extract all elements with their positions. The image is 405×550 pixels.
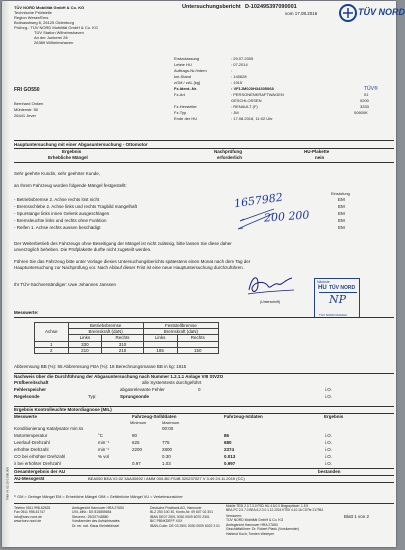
au-row-0-max: 00:00	[162, 426, 174, 431]
brake-service-head: Betriebsbremse	[68, 323, 143, 329]
report-title: Untersuchungsbericht	[182, 4, 241, 10]
signature-image	[246, 272, 296, 298]
brake-links-2: Links	[143, 335, 177, 341]
sender-dept: Technische Prüfstelle	[14, 10, 52, 15]
au-gesamt-value: bestanden	[318, 469, 341, 474]
vi-label-4: zGM / zAL [kg]	[174, 80, 201, 85]
au-title: Nachweis über die Durchführung der Abgasuntersuchung nach Nummer 1.2.1.1 Anlage VIII StVZO	[14, 374, 224, 379]
report-number: D-102495397090001	[245, 4, 297, 10]
vi-code-8: 3333	[360, 104, 369, 109]
au-device-value: BEA050 BEA V2.02 3AA30692 / AMM 000-B0.FS4B 320237027 V 3.49 24.11.2015 (CC)	[88, 476, 245, 481]
plakette-head: HU-Plakette	[304, 149, 330, 154]
au-row-5-min: 0.97	[132, 461, 141, 466]
vi-value-5: : VF1JM0J0H34305068	[231, 86, 274, 91]
vi-value-2: :	[231, 68, 233, 73]
au-row-1-min: 80	[132, 433, 138, 438]
au-row-4-ist: 0.013	[224, 454, 236, 459]
sender-station: TÜV Station Wilhelmshaven	[34, 30, 84, 35]
report-date: vom 17.08.2016	[285, 11, 318, 16]
stamp-footer: TÜV NORD Mobilität	[319, 313, 347, 317]
stamp-brand: TÜV NORD	[329, 285, 356, 291]
au-row-3-min: 2200	[132, 447, 143, 452]
au-row-5-ist: 0.997	[224, 461, 236, 466]
brake-table	[34, 322, 219, 354]
sender-street: An der Junkerei 28	[34, 35, 68, 40]
au-row-2-res: i.O.	[325, 440, 333, 445]
footer-col-bank: Deutsche Postbank AG, Hannover BLZ 250 100 30, Konto-Nr. 09 607 02 301 IBAN DE07 2501 0030 0009 6070 2301 BIC PBNKDEFF XXX IBAN-Code: DE 03 2501 0030 0009 6022 3 01	[150, 506, 220, 528]
sender-region: Region Weser/Ems	[14, 15, 49, 20]
tuev-nord-logo-text: TÜV NORD	[358, 7, 405, 17]
au-row-1-ist: 86	[224, 433, 230, 438]
au-typ-value: Sprungsonde	[120, 394, 149, 399]
sender-city: 26389 Wilhelmshaven	[34, 40, 74, 45]
section-rule-bottom	[14, 162, 394, 163]
result-value: Erhebliche Mängel	[48, 155, 88, 160]
handwritten-note-2: 200 200	[263, 208, 310, 225]
au-col-soll: Fahrzeug-Sollddaten	[132, 414, 177, 419]
footer-col-registry: Amtsgericht Hannover HRA 27650 USt.-IdNr.: DE 815855654 Steuernr.: 25/207/48880 Vorsitzender des Aufsichtsrates: Dr. rer. nat. Klaus Kleinfeld/ssel	[72, 506, 124, 528]
au-typ-label: Typ:	[88, 394, 97, 399]
au-col-ergebnis: Ergebnis	[324, 414, 344, 419]
au-row-2-unit: min⁻¹	[98, 440, 110, 445]
messwerte-rule	[14, 317, 394, 318]
vi-value-1: : 07.2014	[231, 62, 248, 67]
vi-label-0: Erstzulassung	[174, 56, 200, 61]
brake-parking-sub: Bremskraft (daN)	[143, 329, 218, 335]
au-row-2-min: 625	[132, 440, 140, 445]
stamp-initials: NP	[329, 293, 347, 306]
para1-line2: unverzüglich beheben. Die Prüfplakette durfte nicht zugeteilt werden.	[14, 247, 152, 252]
au-fehler-value: abgasrelevante Fehler	[120, 387, 165, 392]
vi-value-3: : 145628	[231, 74, 247, 79]
brake-achse-head: Achse	[35, 323, 69, 342]
nachpruefung-head: Nachprüfung	[214, 149, 242, 154]
vi-label-5: Fz-Ident.-Nr.	[174, 86, 198, 91]
einstufung-label: Einstufung	[331, 191, 350, 196]
au-pruef-value: alle Systemtests durchgeführt	[142, 380, 202, 385]
vi-value-7: GESCHLOSSEN	[231, 98, 262, 103]
au-row-4-max: 0.30	[162, 454, 171, 459]
au-row-5-max: 1.03	[162, 461, 171, 466]
au-row-3-unit: min⁻¹	[98, 447, 110, 452]
au-fehler-label: Fehlerspeicher	[14, 387, 47, 392]
stamp-hu: HU	[318, 285, 327, 291]
table-row: 1 330 310	[35, 341, 219, 347]
inspection-report-page	[2, 1, 405, 547]
au-device-label: AU-Messgerät	[14, 476, 45, 481]
brake-rechts-1: Rechts	[102, 335, 143, 341]
defect-1-class: EM	[338, 204, 345, 209]
vi-label-9: Fz-Typ	[174, 110, 187, 115]
stamp-top-text: Nächste	[317, 280, 330, 284]
vi-label-6: Fz-Art	[174, 92, 185, 97]
para1-line1: Der Weiterbetrieb des Fahrzeugs ohne Beseitigung der Mängel ist nicht zulässig, bitte lassen Sie diese daher	[14, 241, 232, 246]
hu-stamp	[314, 278, 360, 318]
au-fehler-count: 0	[198, 387, 201, 392]
defect-0: - Betriebsbremse 2. Achse rechts löst nicht	[14, 197, 100, 202]
brake-service-sub: Bremskraft (daN)	[68, 329, 143, 335]
tuev-small-logo: TÜV®	[364, 86, 378, 92]
defect-1: - Bremsschlebe 2. Achse links und rechts Tragbild mangelhaft	[14, 204, 138, 209]
vi-code-9: 00600K	[354, 110, 368, 115]
au-row-3-ist: 2374	[224, 447, 235, 452]
signature-caption: (Unterschrift)	[260, 300, 281, 304]
result-head: Ergebnis	[62, 149, 82, 154]
au-row-4-unit: % vol	[98, 454, 110, 459]
defect-2-class: EM	[338, 211, 345, 216]
au-col-messwerte: Messwerte	[14, 414, 38, 419]
handwritten-arrow-marks	[234, 207, 278, 233]
au-regel-io: i.O.	[325, 394, 333, 399]
au-pruef-label: Prüfbereitschaft	[14, 380, 49, 385]
au-fehler-io: i.O.	[325, 387, 333, 392]
table-row: 2 210 210 185 150	[35, 347, 219, 353]
au-row-5-res: i.O.	[325, 461, 333, 466]
au-row-4-label: CO bei erhöhter Drehzahl	[14, 454, 66, 459]
side-print: TNM Vf. 02.15 0.000.000	[5, 466, 10, 501]
vi-code-6: 01	[364, 92, 369, 97]
footer-col-contact: Telefon 0511 998-62525 Fax 0511 998-61747 info@tuev-nord.de www.tuev-nord.de	[14, 506, 51, 524]
vi-label-3: km-Stand	[174, 74, 192, 79]
vi-label-2: Auftrags-Nr./Intern	[174, 68, 207, 73]
au-row-2-label: Leerlauf-Drehzahl	[14, 440, 50, 445]
messwerte-footer: Abbremsung BB (%): 55 Abbremsung FBA (%): 18 Berechnungsmasse BB in kg: 1915	[14, 364, 187, 369]
owner-name: Bernhard Onken	[14, 101, 44, 106]
defect-2: - Spurstange links innen Gelenk ausgeschlagen	[14, 211, 110, 216]
vi-value-6: : PERSONENKRAFTWAGEN	[231, 92, 284, 97]
defects-intro: an Ihrem Fahrzeug wurden folgende Mängel festgestellt:	[14, 183, 127, 188]
vi-value-4: : 1915	[231, 80, 243, 85]
footnote: ¹⁾ GM = Geringe Mängel EM = Erhebliche Mängel GfM = Gefährliche Mängel VU = Verkehrsunsicher	[14, 495, 183, 499]
defect-3-class: EM	[338, 218, 345, 223]
vi-label-10: Ende der HU	[174, 116, 198, 121]
vi-value-8: : RENAULT (F)	[231, 104, 258, 109]
au-row-3-max: 2800	[162, 447, 173, 452]
para2-line1: Führen Sie das Fahrzeug bitte unter Vorlage dieses Untersuchungsberichts spätestens einen Monat nach dem Tag der	[14, 259, 251, 264]
au-row-0-label: Konditionierung Katalysator min:ss	[14, 426, 84, 431]
section-main-title: Hauptuntersuchung mit einer Abgasuntersuchung - Ottomotor	[14, 142, 148, 147]
au-rule-bottom	[14, 482, 394, 483]
au-mil-head: Ergebnis Kontrolleuchte Motordiagnose (MIL)	[14, 407, 112, 412]
sender-company: TÜV NORD Mobilität GmbH & Co. KG	[14, 5, 85, 10]
handwritten-note-1: 1657982	[233, 190, 284, 211]
nachpruefung-value: erforderlich	[217, 155, 243, 160]
au-row-2-ist: 680	[224, 440, 232, 445]
vi-label-8: Fz-Hersteller	[174, 104, 197, 109]
vi-value-10: : 17.08.2016, 11:02 Uhr	[231, 116, 273, 121]
plate-number: FRI GO550	[14, 87, 40, 93]
plakette-value: nein	[315, 155, 325, 160]
sender-prueforg: Prüforg.: TÜV NORD Mobilität GmbH & Co. KG	[14, 25, 98, 30]
au-row-1-label: Motortemperatur	[14, 433, 48, 438]
au-row-4-res: i.O.	[325, 454, 333, 459]
defect-0-class: EM	[338, 197, 345, 202]
vi-value-0: : 29.07.2005	[231, 56, 254, 61]
defect-4: - Reifen 1. Achse rechts aussen beschädigt	[14, 225, 101, 230]
au-col-max: Maximum	[162, 420, 180, 425]
au-col-min: Minimum	[130, 420, 147, 425]
defect-3: - Bremsleuchte links und rechts ohne Funktion	[14, 218, 107, 223]
defect-4-class: EM	[338, 225, 345, 230]
au-row-1-res: i.O.	[325, 433, 333, 438]
tuev-nord-logo	[339, 3, 405, 23]
brake-parking-head: Feststellbremse	[143, 323, 218, 329]
au-regel-label: Regelsonde	[14, 394, 40, 399]
au-row-1-unit: °C	[98, 433, 104, 438]
vi-code-7: 0200	[360, 98, 369, 103]
brake-links-1: Links	[68, 335, 102, 341]
au-row-3-res: i.O.	[325, 447, 333, 452]
inspector-name: Ihr TÜV-Sachverständiger: Uwe Johannes Janssen	[14, 282, 116, 287]
au-row-3-label: erhöhte Drehzahl	[14, 447, 49, 452]
greeting: Sehr geehrte Kundin, sehr geehrter Kunde,	[14, 171, 101, 176]
messwerte-title: Messwerte:	[14, 310, 39, 315]
footer-rule	[14, 503, 394, 504]
vi-value-9: : JM	[231, 110, 239, 115]
owner-street: Mühlenstr. 50	[14, 107, 39, 112]
owner-city: 26441 Jever	[14, 113, 37, 118]
section-rule-top	[14, 140, 394, 141]
vi-label-1: Letzte HU	[174, 62, 192, 67]
au-row-5-label: λ bei erhöhter Drehzahl	[14, 461, 61, 466]
brake-rechts-2: Rechts	[177, 335, 218, 341]
au-gesamt-label: Gesamtergebnis der AU	[14, 469, 66, 474]
sender-address: Bollnasstweg 8, 26125 Oldenburg	[14, 20, 75, 25]
footer-versions: Mobile TESI 2.0.7.3.0 FSD HU 4.8.0.0 Biographisch: 1.5.9 BEA-PC 2.0.7.0 BEA 6.2.0.0 1.12.2015 KTEII 4.10.16 CSTfe 217954	[226, 504, 324, 512]
footer-col-company: Versionen: TÜV NORD Mobilität GmbH & Co. KG Amtsgericht Hannover HRA 27650 Geschäftsführer: Dr. Robert Plank (Vorsitzender) Hartmut Koch, Torsten Weimper	[226, 514, 299, 536]
para2-line2: Hauptuntersuchung zur Nachprüfung vor. Nach Ablauf dieser Frist ist eine neue Hauptuntersuchung durchzuführen.	[14, 265, 244, 270]
au-col-ist: Fahrzeug-Istdaten	[224, 414, 263, 419]
au-row-2-max: 775	[162, 440, 170, 445]
page-indicator: Blatt 1 von 2	[344, 514, 370, 519]
